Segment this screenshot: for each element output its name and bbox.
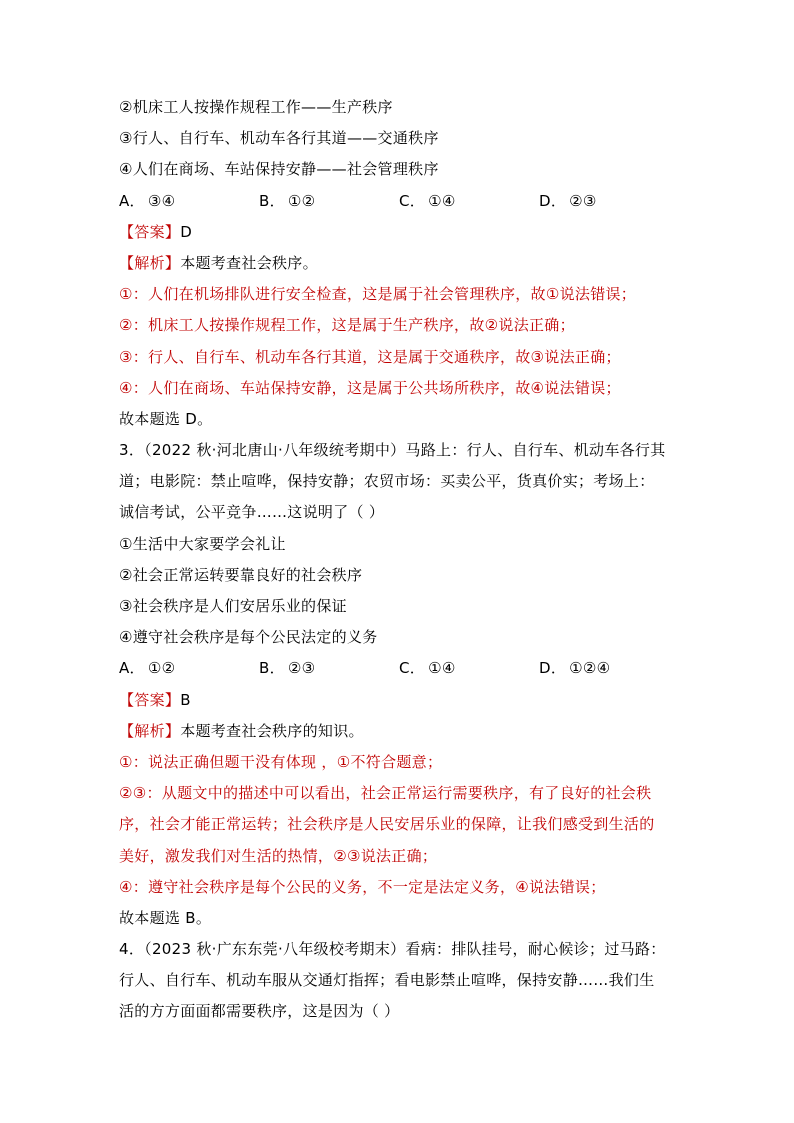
q3-choice-a: A． ①② (119, 659, 176, 678)
q2-conclusion: 故本题选 D。 (119, 409, 213, 428)
q2-option-2: ②机床工人按操作规程工作——生产秩序 (119, 98, 393, 116)
q3-option-2: ②社会正常运转要靠良好的社会秩序 (119, 565, 363, 584)
q2-option-4: ④人们在商场、车站保持安静——社会管理秩序 (119, 160, 439, 179)
q4-stem-line-3: 活的方方面面都需要秩序，这是因为（ ） (119, 1002, 400, 1021)
q3-conclusion: 故本题选 B。 (119, 908, 212, 927)
q4-stem-line-2: 行人、自行车、机动车服从交通灯指挥；看电影禁止喧哗，保持安静……我们生 (119, 971, 655, 990)
q2-choice-a: A． ③④ (119, 191, 176, 210)
q3-stem-line-2: 道；电影院：禁止喧哗，保持安静；农贸市场：买卖公平，货真价实；考场上： (119, 472, 655, 491)
q2-analysis-line-3: ③：行人、自行车、机动车各行其道，这是属于交通秩序，故③说法正确； (119, 347, 621, 366)
q3-analysis (119, 716, 679, 747)
q3-analysis-line-5: ④：遵守社会秩序是每个公民的义务，不一定是法定义务，④说法错误； (119, 877, 606, 896)
q3-choice-c: C． ①④ (399, 659, 456, 678)
document-page (119, 92, 679, 1028)
q3-analysis-line-1: ①：说法正确但题干没有体现 ，①不符合题意； (119, 752, 443, 771)
q2-analysis-intro: 本题考查社会秩序。 (180, 253, 318, 272)
q3-option-3: ③社会秩序是人们安居乐业的保证 (119, 597, 347, 615)
q3-stem-line-1: 3．（2022 秋·河北唐山·八年级统考期中）马路上：行人、自行车、机动车各行其 (119, 441, 666, 460)
q3-analysis-line-4: 美好，激发我们对生活的热情，②③说法正确； (119, 846, 438, 865)
q2-answer-value: D (180, 222, 193, 241)
q2-analysis-line-4: ④：人们在商场、车站保持安静，这是属于公共场所秩序，故④说法错误； (119, 378, 621, 397)
q3-analysis-line-3: 序，社会才能正常运转；社会秩序是人民安居乐业的保障，让我们感受到生活的 (119, 815, 655, 834)
q3-option-4: ④遵守社会秩序是每个公民法定的义务 (119, 628, 378, 647)
q2-choice-c: C． ①④ (399, 191, 456, 210)
q2-analysis (119, 248, 679, 279)
q3-analysis-line-2: ②③：从题文中的描述中可以看出，社会正常运行需要秩序，有了良好的社会秩 (119, 784, 652, 803)
q2-choice-d: D． ②③ (539, 191, 597, 210)
q2-answer (119, 217, 679, 248)
q3-choice-b: B． ②③ (259, 659, 316, 678)
q3-choice-d: D． ①②④ (539, 659, 611, 678)
q2-option-3: ③行人、自行车、机动车各行其道——交通秩序 (119, 129, 439, 148)
q2-analysis-line-2: ②：机床工人按操作规程工作，这是属于生产秩序，故②说法正确； (119, 316, 575, 335)
q2-analysis-tag: 【解析】 (119, 253, 181, 272)
q3-answer-value: B (180, 690, 191, 709)
q3-choices (119, 653, 679, 684)
q3-answer (119, 685, 679, 716)
q3-answer-tag: 【答案】 (119, 690, 181, 709)
q3-stem-line-3: 诚信考试，公平竞争……这说明了（ ） (119, 503, 385, 522)
q4-stem-line-1: 4．（2023 秋·广东东莞·八年级校考期末）看病：排队挂号，耐心候诊；过马路： (119, 940, 666, 959)
q3-option-1: ①生活中大家要学会礼让 (119, 534, 286, 553)
q2-analysis-line-1: ①：人们在机场排队进行安全检查，这是属于社会管理秩序，故①说法错误； (119, 285, 637, 304)
q2-choices (119, 186, 679, 217)
q3-analysis-intro: 本题考查社会秩序的知识。 (180, 721, 364, 740)
q3-analysis-tag: 【解析】 (119, 721, 181, 740)
q2-answer-tag: 【答案】 (119, 222, 181, 241)
q2-choice-b: B． ①② (259, 191, 316, 210)
